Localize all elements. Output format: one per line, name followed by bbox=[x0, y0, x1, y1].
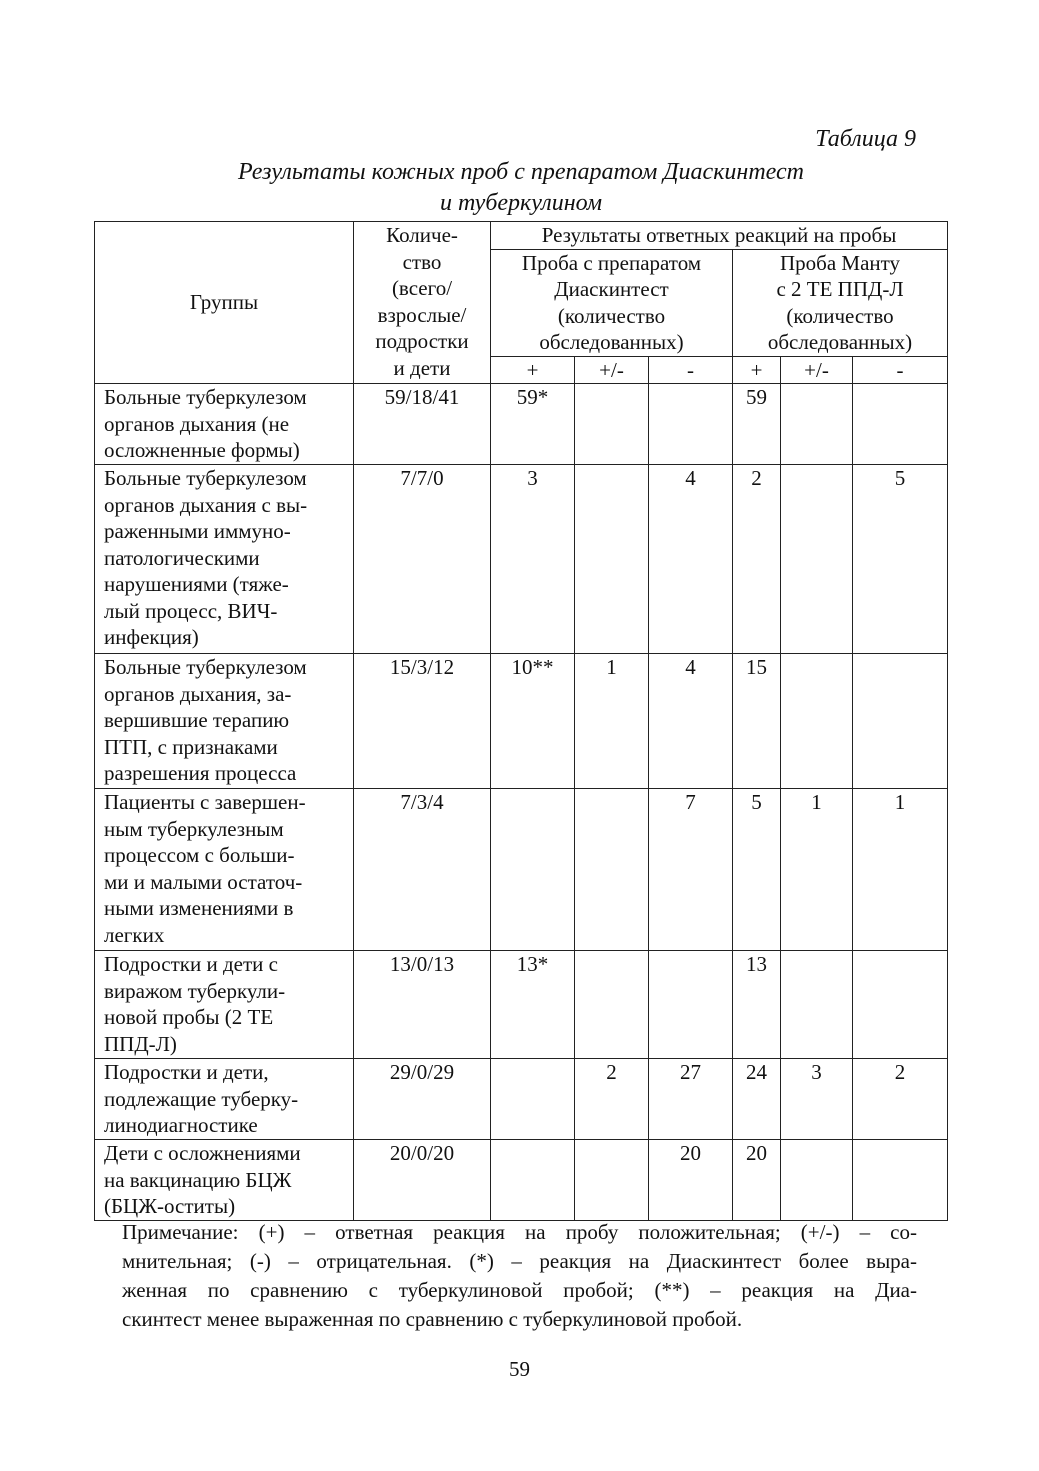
table-row bbox=[95, 465, 948, 654]
value-cell: 5 bbox=[733, 789, 781, 951]
table-note bbox=[122, 1218, 917, 1334]
group-line: на вакцинацию БЦЖ bbox=[104, 1167, 292, 1192]
value-cell bbox=[853, 384, 948, 465]
group-line: виражом туберкули- bbox=[104, 978, 286, 1003]
group-line: Подростки и дети с bbox=[104, 952, 278, 976]
group-line: подлежащие туберку- bbox=[104, 1086, 299, 1111]
group-line: патологическими bbox=[104, 545, 260, 570]
value-cell bbox=[491, 1140, 575, 1221]
value-cell bbox=[853, 1140, 948, 1221]
value-cell bbox=[575, 384, 649, 465]
group-cell bbox=[95, 465, 354, 654]
count-cell: 20/0/20 bbox=[354, 1140, 491, 1221]
table-row bbox=[95, 1059, 948, 1140]
page-number: 59 bbox=[509, 1357, 530, 1381]
value-cell bbox=[781, 654, 853, 789]
group-line: осложненные формы) bbox=[104, 438, 300, 462]
group-line: органов дыхания, за- bbox=[104, 681, 292, 706]
count-cell: 29/0/29 bbox=[354, 1059, 491, 1140]
header-mantoux-line: с 2 ТЕ ППД-Л bbox=[776, 277, 904, 301]
group-line: раженными иммуно- bbox=[104, 519, 291, 543]
note-line: мнительная; (-) – отрицательная. (*) – реакция на Диаскинтест более выра- bbox=[122, 1249, 917, 1273]
value-cell: 1 bbox=[781, 789, 853, 951]
header-diaskintest-line: обследованных) bbox=[539, 330, 684, 354]
table-row bbox=[95, 789, 948, 951]
table-row bbox=[95, 654, 948, 789]
sign-diaskintest-doubtful: +/- bbox=[575, 356, 649, 384]
header-diaskintest-line: (количество bbox=[557, 303, 666, 328]
header-diaskintest bbox=[491, 249, 733, 356]
group-line: новой пробы (2 ТЕ bbox=[104, 1005, 274, 1029]
value-cell: 4 bbox=[649, 465, 733, 654]
group-cell bbox=[95, 384, 354, 465]
group-line: разрешения процесса bbox=[104, 761, 297, 785]
group-line: лый процесс, ВИЧ- bbox=[104, 598, 278, 623]
value-cell: 24 bbox=[733, 1059, 781, 1140]
value-cell bbox=[853, 951, 948, 1059]
value-cell: 2 bbox=[853, 1059, 948, 1140]
table-title bbox=[95, 157, 947, 219]
value-cell: 59 bbox=[733, 384, 781, 465]
value-cell bbox=[575, 1140, 649, 1221]
header-count-line: Количе- bbox=[386, 223, 458, 247]
group-line: ными изменениями в bbox=[104, 896, 294, 920]
group-cell bbox=[95, 654, 354, 789]
value-cell bbox=[781, 465, 853, 654]
value-cell: 27 bbox=[649, 1059, 733, 1140]
sign-diaskintest-positive: + bbox=[491, 356, 575, 384]
value-cell: 1 bbox=[853, 789, 948, 951]
group-line: (БЦЖ-оститы) bbox=[104, 1194, 236, 1218]
group-line: ным туберкулезным bbox=[104, 816, 284, 841]
group-line: Больные туберкулезом bbox=[104, 655, 307, 679]
group-line: ми и малыми остаточ- bbox=[104, 869, 303, 894]
value-cell: 15 bbox=[733, 654, 781, 789]
value-cell: 4 bbox=[649, 654, 733, 789]
header-results: Результаты ответных реакций на пробы bbox=[491, 222, 948, 250]
group-cell bbox=[95, 951, 354, 1059]
group-line: вершившие терапию bbox=[104, 708, 290, 732]
value-cell bbox=[575, 789, 649, 951]
group-line: ППД-Л) bbox=[104, 1031, 177, 1056]
note-line: Примечание: (+) – ответная реакция на пробу положительная; (+/-) – со- bbox=[122, 1220, 917, 1244]
header-mantoux-line: обследованных) bbox=[767, 330, 913, 354]
group-line: органов дыхания (не bbox=[104, 411, 290, 436]
sign-mantoux-doubtful: +/- bbox=[781, 356, 853, 384]
note-line: женная по сравнению с туберкулиновой пробой; (**) – реакция на Диа- bbox=[122, 1278, 917, 1302]
header-mantoux-line: (количество bbox=[786, 303, 894, 328]
header-mantoux-line: Проба Манту bbox=[779, 250, 901, 275]
value-cell: 2 bbox=[575, 1059, 649, 1140]
value-cell: 59* bbox=[491, 384, 575, 465]
group-line: линодиагностике bbox=[104, 1113, 258, 1137]
group-cell bbox=[95, 789, 354, 951]
value-cell: 2 bbox=[733, 465, 781, 654]
count-cell: 7/7/0 bbox=[354, 465, 491, 654]
sign-mantoux-negative: - bbox=[853, 356, 948, 384]
header-count-line: и дети bbox=[393, 355, 451, 380]
value-cell bbox=[781, 951, 853, 1059]
group-line: Больные туберкулезом bbox=[104, 466, 307, 490]
count-cell: 15/3/12 bbox=[354, 654, 491, 789]
value-cell: 3 bbox=[781, 1059, 853, 1140]
title-line: Результаты кожных проб с препаратом Диаскинтест bbox=[238, 159, 804, 185]
group-line: Пациенты с завершен- bbox=[104, 790, 306, 814]
value-cell bbox=[575, 465, 649, 654]
value-cell: 13* bbox=[491, 951, 575, 1059]
value-cell bbox=[491, 789, 575, 951]
header-groups: Группы bbox=[95, 222, 354, 384]
group-line: инфекция) bbox=[104, 625, 199, 649]
header-count-line: подростки bbox=[375, 329, 469, 353]
table-row bbox=[95, 951, 948, 1059]
value-cell bbox=[781, 384, 853, 465]
value-cell: 1 bbox=[575, 654, 649, 789]
group-cell bbox=[95, 1140, 354, 1221]
title-line: и туберкулином bbox=[439, 190, 603, 216]
table-row bbox=[95, 384, 948, 465]
note-line: скинтест менее выраженная по сравнению с туберкулиновой пробой. bbox=[122, 1307, 743, 1331]
table-row bbox=[95, 1140, 948, 1221]
table-label: Таблица 9 bbox=[815, 126, 916, 152]
value-cell bbox=[649, 951, 733, 1059]
sign-mantoux-positive: + bbox=[733, 356, 781, 384]
group-line: Больные туберкулезом bbox=[104, 385, 307, 409]
value-cell: 3 bbox=[491, 465, 575, 654]
value-cell: 10** bbox=[491, 654, 575, 789]
value-cell bbox=[575, 951, 649, 1059]
count-cell: 7/3/4 bbox=[354, 789, 491, 951]
value-cell bbox=[649, 384, 733, 465]
header-count bbox=[354, 222, 491, 384]
group-line: Подростки и дети, bbox=[104, 1060, 269, 1084]
header-diaskintest-line: Проба с препаратом bbox=[521, 250, 702, 275]
count-cell: 59/18/41 bbox=[354, 384, 491, 465]
value-cell: 7 bbox=[649, 789, 733, 951]
header-count-line: (всего/ bbox=[391, 276, 453, 300]
value-cell: 13 bbox=[733, 951, 781, 1059]
count-cell: 13/0/13 bbox=[354, 951, 491, 1059]
value-cell: 20 bbox=[733, 1140, 781, 1221]
header-diaskintest-line: Диаскинтест bbox=[554, 277, 669, 301]
value-cell: 5 bbox=[853, 465, 948, 654]
value-cell: 20 bbox=[649, 1140, 733, 1221]
sign-diaskintest-negative: - bbox=[649, 356, 733, 384]
group-line: легких bbox=[104, 922, 165, 947]
group-line: нарушениями (тяже- bbox=[104, 572, 289, 596]
header-mantoux bbox=[733, 249, 948, 356]
value-cell bbox=[491, 1059, 575, 1140]
group-line: процессом с больши- bbox=[104, 843, 295, 867]
results-table bbox=[94, 221, 948, 1221]
group-cell bbox=[95, 1059, 354, 1140]
header-count-line: взрослые/ bbox=[377, 302, 467, 327]
group-line: органов дыхания с вы- bbox=[104, 492, 308, 517]
value-cell bbox=[853, 654, 948, 789]
group-line: Дети с осложнениями bbox=[104, 1141, 301, 1165]
value-cell bbox=[781, 1140, 853, 1221]
group-line: ПТП, с признаками bbox=[104, 734, 278, 759]
header-count-line: ство bbox=[402, 249, 442, 274]
